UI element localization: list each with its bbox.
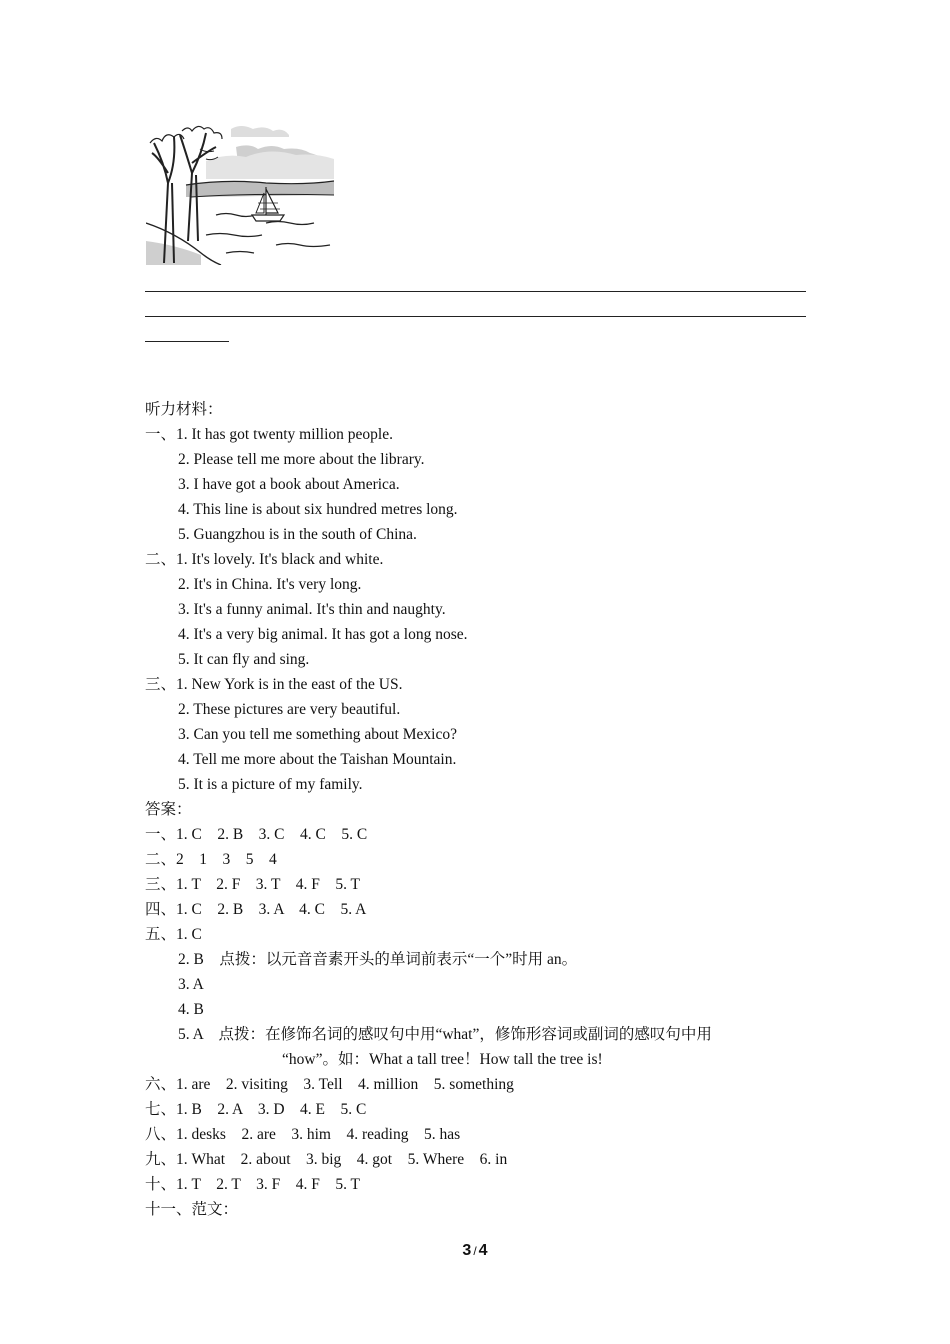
answer-content (145, 397, 815, 1222)
listening-section-3: 三、1. New York is in the east of the US. (145, 676, 403, 693)
page-total: 4 (478, 1242, 488, 1259)
answer-item: 3. A (178, 976, 204, 993)
answer-item: 5. A 点拨：在修饰名词的感叹句中用“what”，修饰形容词或副词的感叹句中用 (178, 1026, 712, 1043)
answer-line-7: 七、1. B 2. A 3. D 4. E 5. C (145, 1101, 367, 1118)
listening-section-2: 二、1. It's lovely. It's black and white. (145, 551, 384, 568)
listening-item: 4. It's a very big animal. It has got a long nose. (178, 626, 468, 643)
answer-item-continuation: “how”。如：What a tall tree！How tall the tree is! (282, 1051, 603, 1068)
writing-line (145, 291, 806, 292)
listening-title: 听力材料： (145, 401, 223, 418)
listening-item: 3. It's a funny animal. It's thin and naughty. (178, 601, 446, 618)
listening-item: 3. I have got a book about America. (178, 476, 400, 493)
answer-line-8: 八、1. desks 2. are 3. him 4. reading 5. has (145, 1126, 461, 1143)
listening-item: 2. It's in China. It's very long. (178, 576, 362, 593)
answers-title: 答案： (145, 801, 192, 818)
listening-item: 2. Please tell me more about the library. (178, 451, 425, 468)
answer-line-4: 四、1. C 2. B 3. A 4. C 5. A (145, 901, 367, 918)
page-current: 3 (462, 1242, 472, 1259)
answer-line-9: 九、1. What 2. about 3. big 4. got 5. Where 6. in (145, 1151, 508, 1168)
answer-item: 4. B (178, 1001, 204, 1018)
answer-line-5: 五、1. C (145, 926, 202, 943)
listening-item: 4. This line is about six hundred metres long. (178, 501, 458, 518)
writing-line (145, 316, 806, 317)
listening-section-1: 一、1. It has got twenty million people. (145, 426, 393, 443)
listening-item: 5. Guangzhou is in the south of China. (178, 526, 417, 543)
listening-item: 3. Can you tell me something about Mexico? (178, 726, 457, 743)
answer-line-10: 十、1. T 2. T 3. F 4. F 5. T (145, 1176, 361, 1193)
answer-line-2: 二、2 1 3 5 4 (145, 851, 277, 868)
listening-item: 2. These pictures are very beautiful. (178, 701, 401, 718)
listening-item: 5. It can fly and sing. (178, 651, 310, 668)
answer-item: 2. B 点拨：以元音音素开头的单词前表示“一个”时用 an。 (178, 951, 578, 968)
answer-line-11: 十一、范文： (145, 1201, 239, 1218)
page-separator: / (473, 1244, 477, 1258)
answer-line-6: 六、1. are 2. visiting 3. Tell 4. million 5. something (145, 1076, 514, 1093)
listening-item: 5. It is a picture of my family. (178, 776, 363, 793)
page-number (0, 1242, 950, 1260)
answer-line-3: 三、1. T 2. F 3. T 4. F 5. T (145, 876, 361, 893)
lake-sailboat-illustration (146, 123, 334, 265)
writing-line (145, 341, 229, 342)
answer-line-1: 一、1. C 2. B 3. C 4. C 5. C (145, 826, 368, 843)
listening-item: 4. Tell me more about the Taishan Mountain. (178, 751, 457, 768)
